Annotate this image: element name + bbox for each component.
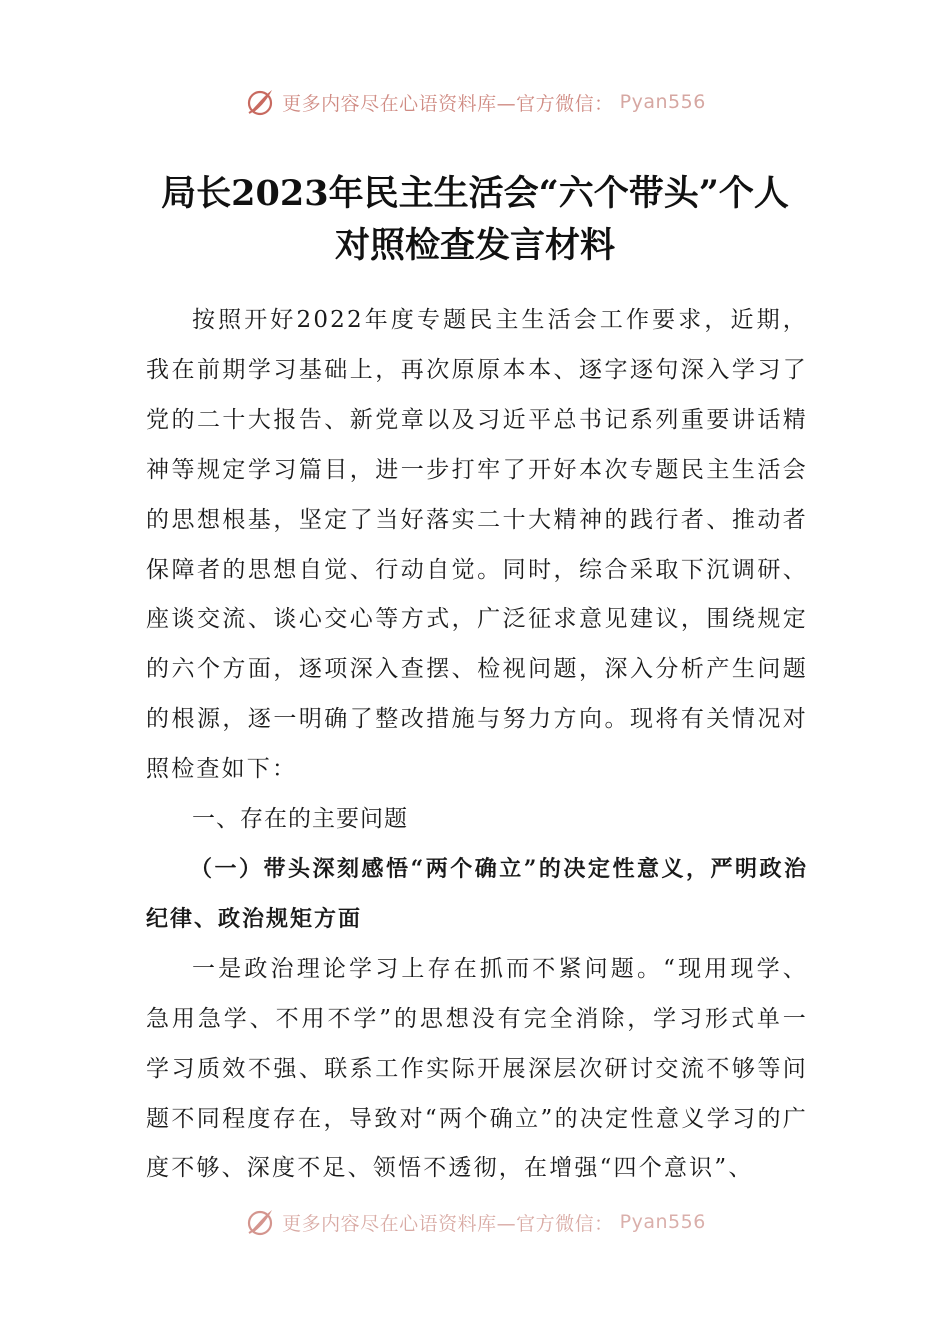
section-heading: 一、存在的主要问题 [192,806,408,833]
wechat-id: Pyan556 [619,1211,706,1233]
intro-paragraph: 按照开好2022年度专题民主生活会工作要求，近期，我在前期学习基础上，再次原原本本、逐字逐句深入学习了党的二十大报告、新党章以及习近平总书记系列重要讲话精神等规定学习篇目，进一步打牢了开好本次专题民主生活会的思想根基，坚定了当好落实二十大精神的践行者、推动者保障者的思想自觉、行动自觉。同时，综合采取下沉调研、座谈交流、谈心交心等方式，广泛征求意见建议，围绕规定的六个方面，逐项深入查摆、检视问题，深入分析产生问题的根源，逐一明确了整改措施与努力方向。现将有关情况对照检查如下： [146,307,808,783]
watermark-text: 更多内容尽在心语资料库—官方微信： [282,92,614,115]
document-body [146,296,808,1194]
footer-watermark [0,1202,950,1242]
subsection-heading: （一）带头深刻感悟“两个确立”的决定性意义，严明政治纪律、政治规矩方面 [146,855,808,932]
header-watermark [0,82,950,122]
document-title [0,168,950,272]
watermark-brand-footer [244,1206,706,1238]
quill-pen-icon [244,86,276,118]
watermark-text: 更多内容尽在心语资料库—官方微信： [282,1212,614,1235]
watermark-brand [244,86,706,118]
point-paragraph: 一是政治理论学习上存在抓而不紧问题。“现用现学、急用急学、不用不学”的思想没有完全消除，学习形式单一学习质效不强、联系工作实际开展深层次研讨交流不够等问题不同程度存在，导致对“两个确立”的决定性意义学习的广度不够、深度不足、领悟不透彻，在增强“四个意识”、 [146,955,808,1182]
quill-pen-icon [244,1206,276,1238]
wechat-id: Pyan556 [619,91,706,113]
title-line-1: 局长2023年民主生活会“六个带头”个人 [161,173,789,214]
title-line-2: 对照检查发言材料 [334,225,615,266]
